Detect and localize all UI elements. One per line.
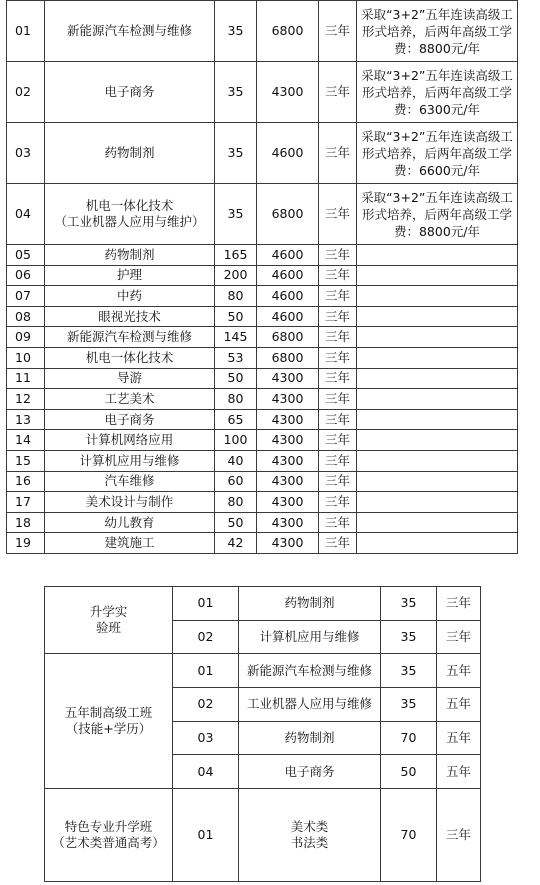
tuition-fee: 4300 xyxy=(257,430,319,451)
major-name: 中药 xyxy=(45,286,215,307)
study-years: 三年 xyxy=(319,471,357,492)
table-row xyxy=(7,347,518,368)
study-years: 三年 xyxy=(319,492,357,513)
study-years: 三年 xyxy=(437,789,481,882)
study-years: 五年 xyxy=(437,721,481,755)
study-years: 三年 xyxy=(319,368,357,389)
study-years: 三年 xyxy=(319,245,357,266)
empty-note-cell xyxy=(357,389,518,410)
study-years: 五年 xyxy=(437,654,481,688)
empty-note-cell xyxy=(357,533,518,554)
table-row xyxy=(7,512,518,533)
study-years: 三年 xyxy=(319,347,357,368)
major-name: 工艺美术 xyxy=(45,389,215,410)
major-name: 药物制剂 xyxy=(45,245,215,266)
empty-note-cell xyxy=(357,306,518,327)
enrollment-count: 35 xyxy=(215,184,257,245)
major-name: 幼儿教育 xyxy=(45,512,215,533)
table-row xyxy=(7,471,518,492)
enrollment-count: 35 xyxy=(215,62,257,123)
tuition-fee: 4600 xyxy=(257,286,319,307)
row-code: 06 xyxy=(7,265,45,286)
row-code: 17 xyxy=(7,492,45,513)
tuition-fee: 4300 xyxy=(257,409,319,430)
major-name: 电子商务 xyxy=(45,409,215,430)
tuition-fee: 4300 xyxy=(257,368,319,389)
major-name: 美术设计与制作 xyxy=(45,492,215,513)
tuition-fee: 6800 xyxy=(257,1,319,62)
tuition-fee: 4300 xyxy=(257,512,319,533)
tuition-fee: 4300 xyxy=(257,533,319,554)
study-years: 五年 xyxy=(437,688,481,722)
table-row xyxy=(7,62,518,123)
table-row xyxy=(7,450,518,471)
table-row xyxy=(7,430,518,451)
table-row xyxy=(7,389,518,410)
major-name: 新能源汽车检测与维修 xyxy=(239,654,381,688)
row-code: 02 xyxy=(173,620,239,654)
major-name: 导游 xyxy=(45,368,215,389)
table-row xyxy=(7,327,518,348)
study-years: 三年 xyxy=(319,123,357,184)
tuition-fee: 4300 xyxy=(257,450,319,471)
row-code: 03 xyxy=(173,721,239,755)
table-row xyxy=(45,789,481,882)
empty-note-cell xyxy=(357,450,518,471)
enrollment-count: 50 xyxy=(215,306,257,327)
special-classes-table xyxy=(44,586,481,882)
class-type: 升学实 验班 xyxy=(45,587,173,654)
major-name: 药物制剂 xyxy=(45,123,215,184)
study-years: 三年 xyxy=(319,533,357,554)
study-years: 三年 xyxy=(319,389,357,410)
major-name: 电子商务 xyxy=(45,62,215,123)
fee-note: 采取“3+2”五年连读高级工形式培养，后两年高级工学费：6600元/年 xyxy=(357,123,518,184)
major-name: 汽车维修 xyxy=(45,471,215,492)
enrollment-count: 35 xyxy=(381,654,437,688)
major-name: 护理 xyxy=(45,265,215,286)
empty-note-cell xyxy=(357,245,518,266)
row-code: 04 xyxy=(7,184,45,245)
table-row xyxy=(7,409,518,430)
row-code: 16 xyxy=(7,471,45,492)
table-row xyxy=(7,368,518,389)
tuition-fee: 4600 xyxy=(257,306,319,327)
row-code: 12 xyxy=(7,389,45,410)
row-code: 11 xyxy=(7,368,45,389)
enrollment-count: 100 xyxy=(215,430,257,451)
empty-note-cell xyxy=(357,286,518,307)
study-years: 三年 xyxy=(319,409,357,430)
row-code: 01 xyxy=(7,1,45,62)
study-years: 三年 xyxy=(319,286,357,307)
enrollment-count: 50 xyxy=(215,512,257,533)
tuition-fee: 6800 xyxy=(257,327,319,348)
study-years: 三年 xyxy=(319,265,357,286)
table-row xyxy=(7,1,518,62)
major-name: 新能源汽车检测与维修 xyxy=(45,327,215,348)
enrollment-count: 80 xyxy=(215,492,257,513)
row-code: 04 xyxy=(173,755,239,789)
row-code: 07 xyxy=(7,286,45,307)
major-name: 美术类 书法类 xyxy=(239,789,381,882)
empty-note-cell xyxy=(357,430,518,451)
tuition-fee: 4600 xyxy=(257,265,319,286)
row-code: 01 xyxy=(173,789,239,882)
enrollment-count: 35 xyxy=(381,587,437,621)
empty-note-cell xyxy=(357,409,518,430)
class-type: 特色专业升学班 （艺术类普通高考） xyxy=(45,789,173,882)
major-name: 药物制剂 xyxy=(239,721,381,755)
enrollment-count: 35 xyxy=(215,1,257,62)
tuition-fee: 4300 xyxy=(257,389,319,410)
enrollment-count: 80 xyxy=(215,389,257,410)
enrollment-count: 53 xyxy=(215,347,257,368)
row-code: 14 xyxy=(7,430,45,451)
tuition-fee: 4600 xyxy=(257,123,319,184)
table-row xyxy=(7,286,518,307)
enrollment-count: 40 xyxy=(215,450,257,471)
study-years: 三年 xyxy=(437,587,481,621)
row-code: 03 xyxy=(7,123,45,184)
study-years: 三年 xyxy=(319,450,357,471)
enrollment-count: 200 xyxy=(215,265,257,286)
enrollment-count: 70 xyxy=(381,789,437,882)
empty-note-cell xyxy=(357,471,518,492)
table-row xyxy=(7,306,518,327)
class-type: 五年制高级工班 （技能+学历） xyxy=(45,654,173,789)
table-row xyxy=(7,123,518,184)
tuition-fee: 4300 xyxy=(257,62,319,123)
major-name: 工业机器人应用与维修 xyxy=(239,688,381,722)
study-years: 三年 xyxy=(319,327,357,348)
table-row xyxy=(7,265,518,286)
empty-note-cell xyxy=(357,327,518,348)
row-code: 02 xyxy=(7,62,45,123)
empty-note-cell xyxy=(357,512,518,533)
fee-note: 采取“3+2”五年连读高级工形式培养，后两年高级工学费：8800元/年 xyxy=(357,184,518,245)
major-name: 新能源汽车检测与维修 xyxy=(45,1,215,62)
study-years: 三年 xyxy=(319,184,357,245)
table-row xyxy=(7,492,518,513)
enrollment-count: 42 xyxy=(215,533,257,554)
fee-note: 采取“3+2”五年连读高级工形式培养，后两年高级工学费：6300元/年 xyxy=(357,62,518,123)
enrollment-count: 35 xyxy=(215,123,257,184)
row-code: 10 xyxy=(7,347,45,368)
enrollment-count: 165 xyxy=(215,245,257,266)
row-code: 09 xyxy=(7,327,45,348)
row-code: 19 xyxy=(7,533,45,554)
row-code: 05 xyxy=(7,245,45,266)
table-row xyxy=(7,184,518,245)
major-name: 计算机网络应用 xyxy=(45,430,215,451)
empty-note-cell xyxy=(357,368,518,389)
row-code: 15 xyxy=(7,450,45,471)
majors-fee-table xyxy=(6,0,518,554)
study-years: 三年 xyxy=(437,620,481,654)
row-code: 08 xyxy=(7,306,45,327)
enrollment-count: 35 xyxy=(381,688,437,722)
major-name: 建筑施工 xyxy=(45,533,215,554)
tuition-fee: 4600 xyxy=(257,245,319,266)
tuition-fee: 6800 xyxy=(257,347,319,368)
empty-note-cell xyxy=(357,265,518,286)
major-name: 电子商务 xyxy=(239,755,381,789)
major-name: 机电一体化技术 （工业机器人应用与维护） xyxy=(45,184,215,245)
table-row xyxy=(45,587,481,621)
study-years: 三年 xyxy=(319,512,357,533)
major-name: 眼视光技术 xyxy=(45,306,215,327)
major-name: 药物制剂 xyxy=(239,587,381,621)
empty-note-cell xyxy=(357,347,518,368)
row-code: 13 xyxy=(7,409,45,430)
enrollment-count: 50 xyxy=(381,755,437,789)
row-code: 02 xyxy=(173,688,239,722)
table-row xyxy=(45,654,481,688)
empty-note-cell xyxy=(357,492,518,513)
major-name: 计算机应用与维修 xyxy=(45,450,215,471)
enrollment-count: 145 xyxy=(215,327,257,348)
study-years: 三年 xyxy=(319,430,357,451)
row-code: 01 xyxy=(173,654,239,688)
major-name: 机电一体化技术 xyxy=(45,347,215,368)
study-years: 三年 xyxy=(319,1,357,62)
fee-note: 采取“3+2”五年连读高级工形式培养，后两年高级工学费：8800元/年 xyxy=(357,1,518,62)
row-code: 01 xyxy=(173,587,239,621)
table-row xyxy=(7,245,518,266)
enrollment-count: 50 xyxy=(215,368,257,389)
enrollment-count: 80 xyxy=(215,286,257,307)
study-years: 三年 xyxy=(319,62,357,123)
study-years: 五年 xyxy=(437,755,481,789)
enrollment-count: 70 xyxy=(381,721,437,755)
tuition-fee: 4300 xyxy=(257,492,319,513)
enrollment-count: 35 xyxy=(381,620,437,654)
tuition-fee: 6800 xyxy=(257,184,319,245)
table-row xyxy=(7,533,518,554)
major-name: 计算机应用与维修 xyxy=(239,620,381,654)
tuition-fee: 4300 xyxy=(257,471,319,492)
study-years: 三年 xyxy=(319,306,357,327)
enrollment-count: 60 xyxy=(215,471,257,492)
enrollment-count: 65 xyxy=(215,409,257,430)
row-code: 18 xyxy=(7,512,45,533)
